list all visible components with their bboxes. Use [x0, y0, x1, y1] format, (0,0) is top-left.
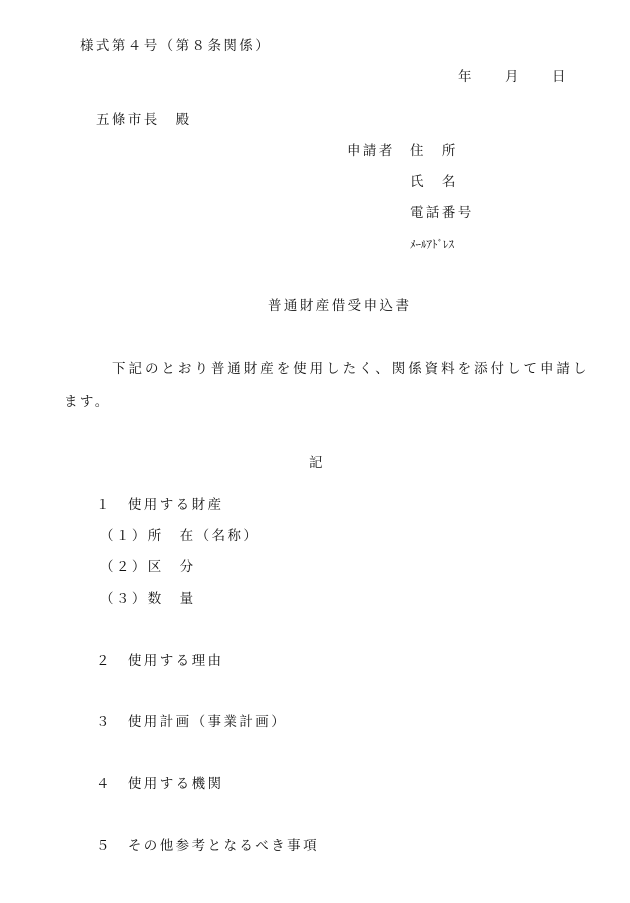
date-day: 日 [552, 69, 568, 85]
applicant-label: 申請者 [347, 143, 395, 159]
ki-heading: 記 [309, 455, 325, 471]
item-1-sub-3: （３）数 量 [100, 591, 196, 607]
item-1-sub-1: （１）所 在（名称） [100, 528, 260, 544]
body-text-line2: ます。 [64, 394, 111, 410]
applicant-email-label: ﾒｰﾙｱﾄﾞﾚｽ [410, 238, 454, 251]
applicant-phone-label: 電話番号 [410, 205, 474, 221]
addressee: 五條市長 殿 [96, 112, 192, 128]
body-text-line1: 下記のとおり普通財産を使用したく、関係資料を添付して申請し [112, 361, 590, 377]
item-1: １ 使用する財産 [96, 497, 224, 513]
form-number: 様式第４号（第８条関係） [80, 38, 272, 54]
item-1-sub-2: （２）区 分 [100, 559, 196, 575]
item-4: ４ 使用する機関 [96, 776, 224, 792]
date-year: 年 [458, 69, 474, 85]
item-2: ２ 使用する理由 [96, 653, 224, 669]
item-5: ５ その他参考となるべき事項 [96, 838, 320, 854]
applicant-name-label: 氏 名 [410, 174, 458, 190]
applicant-address-label: 住 所 [410, 143, 458, 159]
item-3: ３ 使用計画（事業計画） [96, 714, 288, 730]
document-title: 普通財産借受申込書 [268, 298, 412, 314]
date-month: 月 [505, 69, 521, 85]
